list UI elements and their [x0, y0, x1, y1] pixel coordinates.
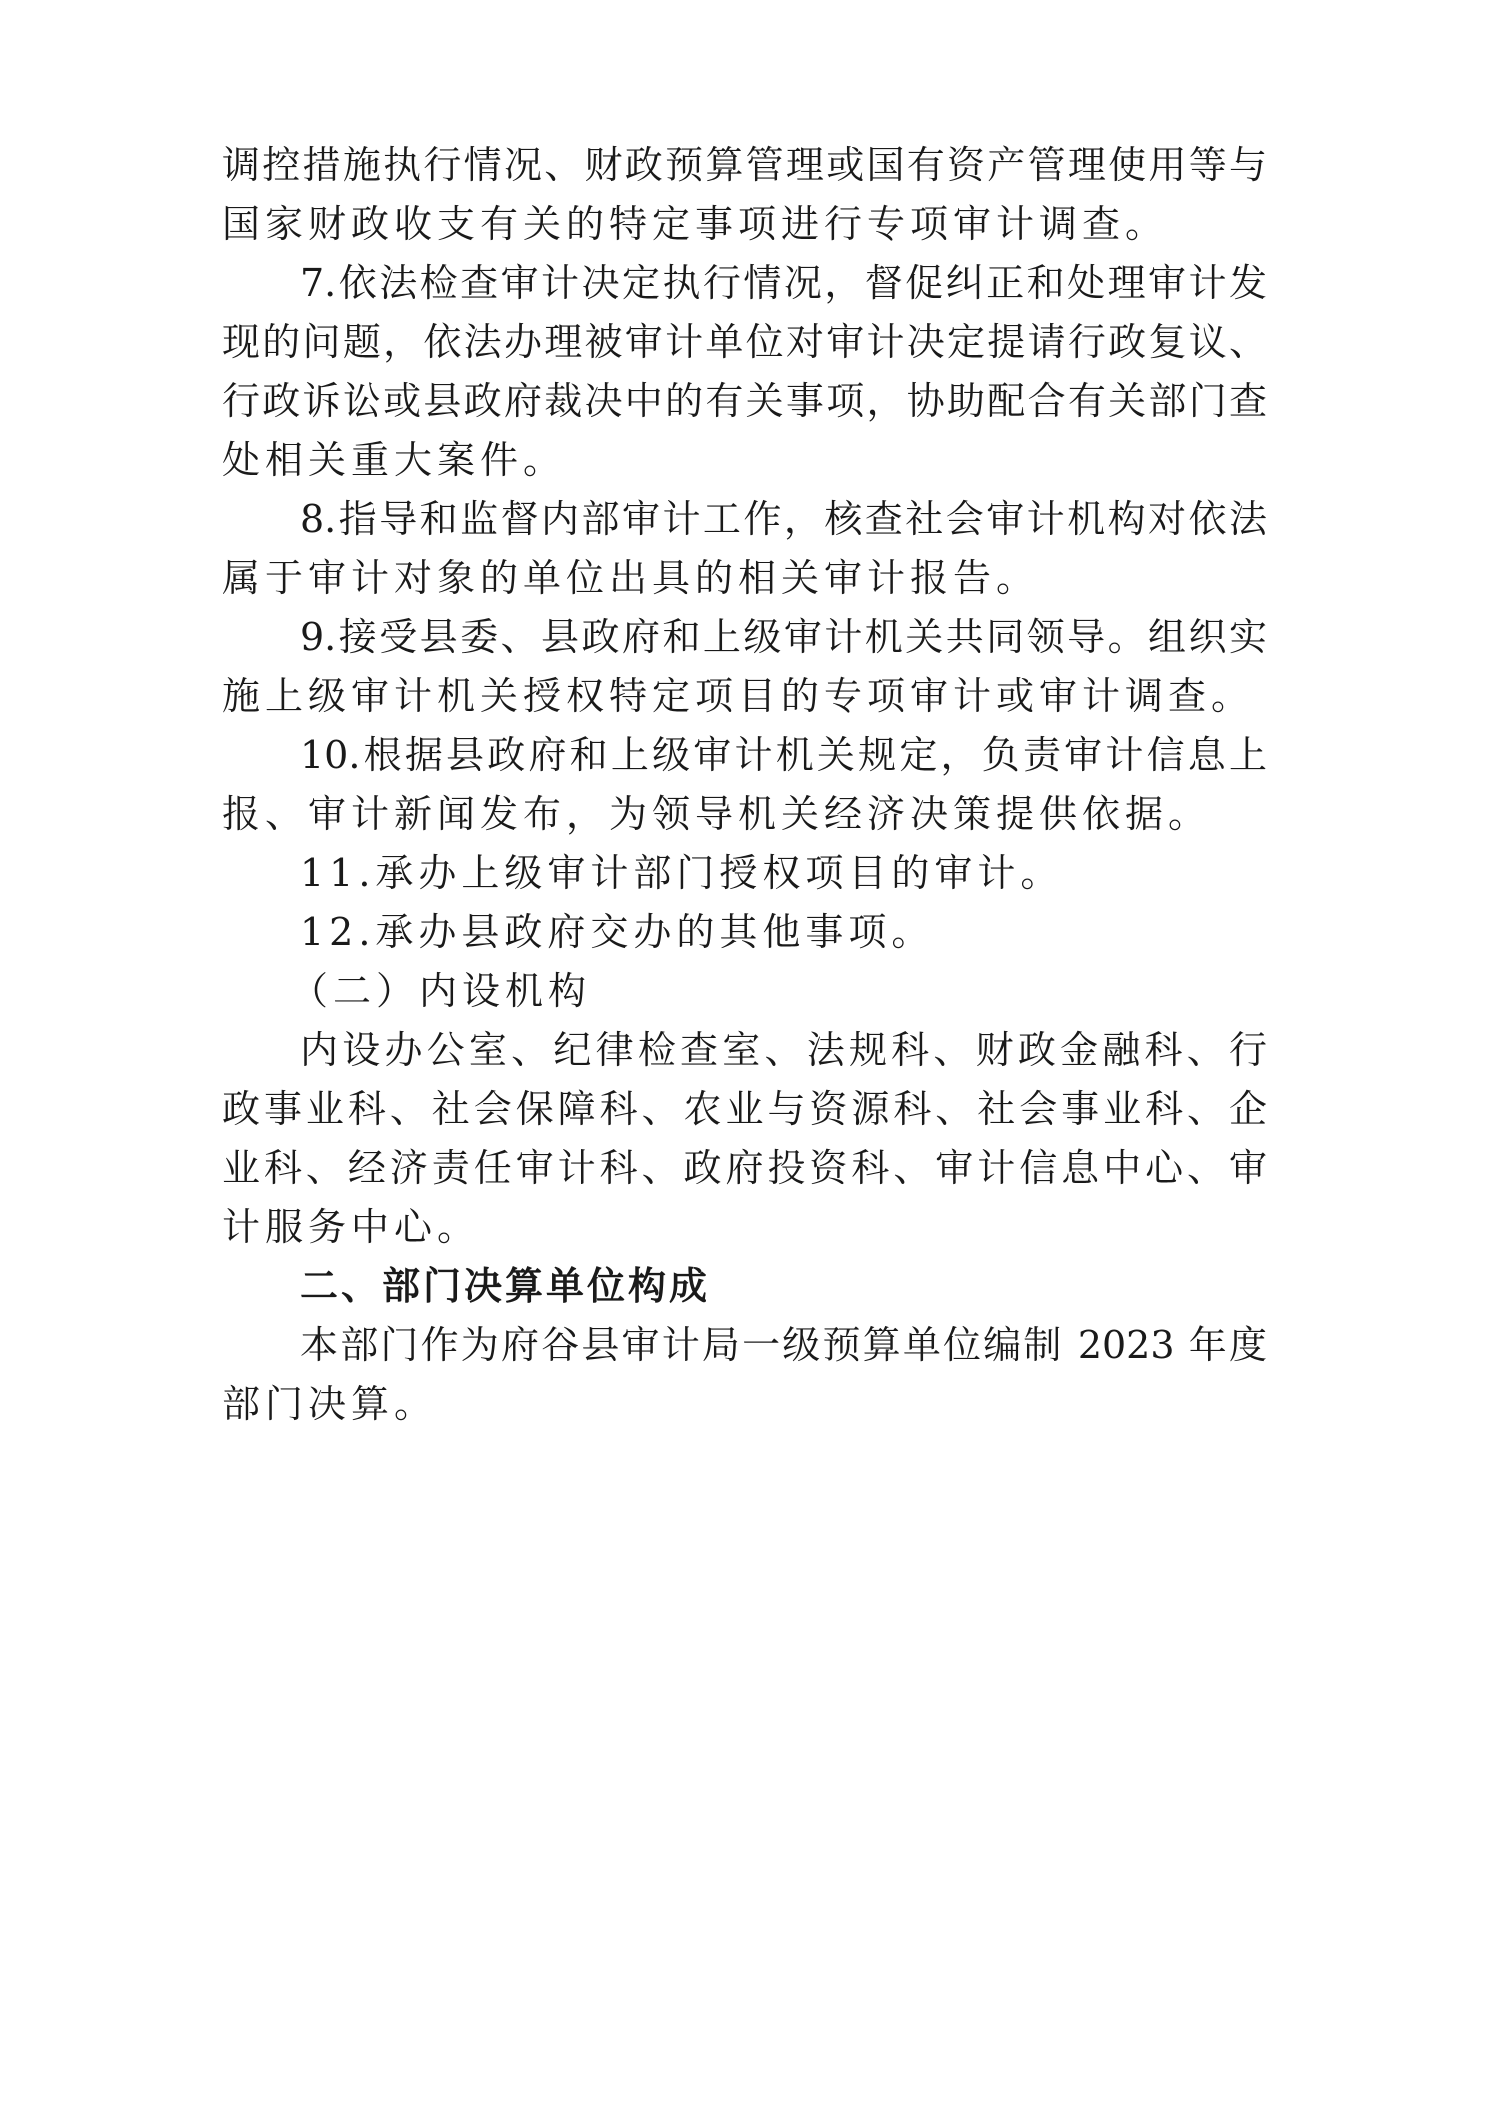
chapter-heading: 二、部门决算单位构成 — [300, 1264, 711, 1308]
text-line: 处相关重大案件。 — [222, 438, 567, 482]
text-line: 8.指导和监督内部审计工作，核查社会审计机构对依法 — [300, 497, 1267, 541]
text-line: 内设办公室、纪律检查室、法规科、财政金融科、行 — [300, 1028, 1267, 1072]
section-heading: （二）内设机构 — [290, 969, 592, 1013]
text-line: 11.承办上级审计部门授权项目的审计。 — [300, 851, 1064, 895]
text-line: 属于审计对象的单位出具的相关审计报告。 — [222, 556, 1040, 600]
text-line: 9.接受县委、县政府和上级审计机关共同领导。组织实 — [300, 615, 1267, 659]
text-line: 7.依法检查审计决定执行情况，督促纠正和处理审计发 — [300, 261, 1267, 305]
text-line: 报、审计新闻发布，为领导机关经济决策提供依据。 — [222, 792, 1212, 836]
text-line: 行政诉讼或县政府裁决中的有关事项，协助配合有关部门查 — [222, 379, 1267, 423]
text-line: 计服务中心。 — [222, 1205, 481, 1249]
text-line: 12.承办县政府交办的其他事项。 — [300, 910, 935, 954]
text-line: 10.根据县政府和上级审计机关规定，负责审计信息上 — [300, 733, 1267, 777]
text-line: 本部门作为府谷县审计局一级预算单位编制 2023 年度 — [300, 1323, 1267, 1367]
text-line: 政事业科、社会保障科、农业与资源科、社会事业科、企 — [222, 1087, 1267, 1131]
text-line: 国家财政收支有关的特定事项进行专项审计调查。 — [222, 202, 1169, 246]
text-line: 部门决算。 — [222, 1382, 438, 1426]
text-line: 调控措施执行情况、财政预算管理或国有资产管理使用等与 — [222, 143, 1267, 187]
text-line: 施上级审计机关授权特定项目的专项审计或审计调查。 — [222, 674, 1255, 718]
text-line: 业科、经济责任审计科、政府投资科、审计信息中心、审 — [222, 1146, 1267, 1190]
text-line: 现的问题，依法办理被审计单位对审计决定提请行政复议、 — [222, 320, 1267, 364]
